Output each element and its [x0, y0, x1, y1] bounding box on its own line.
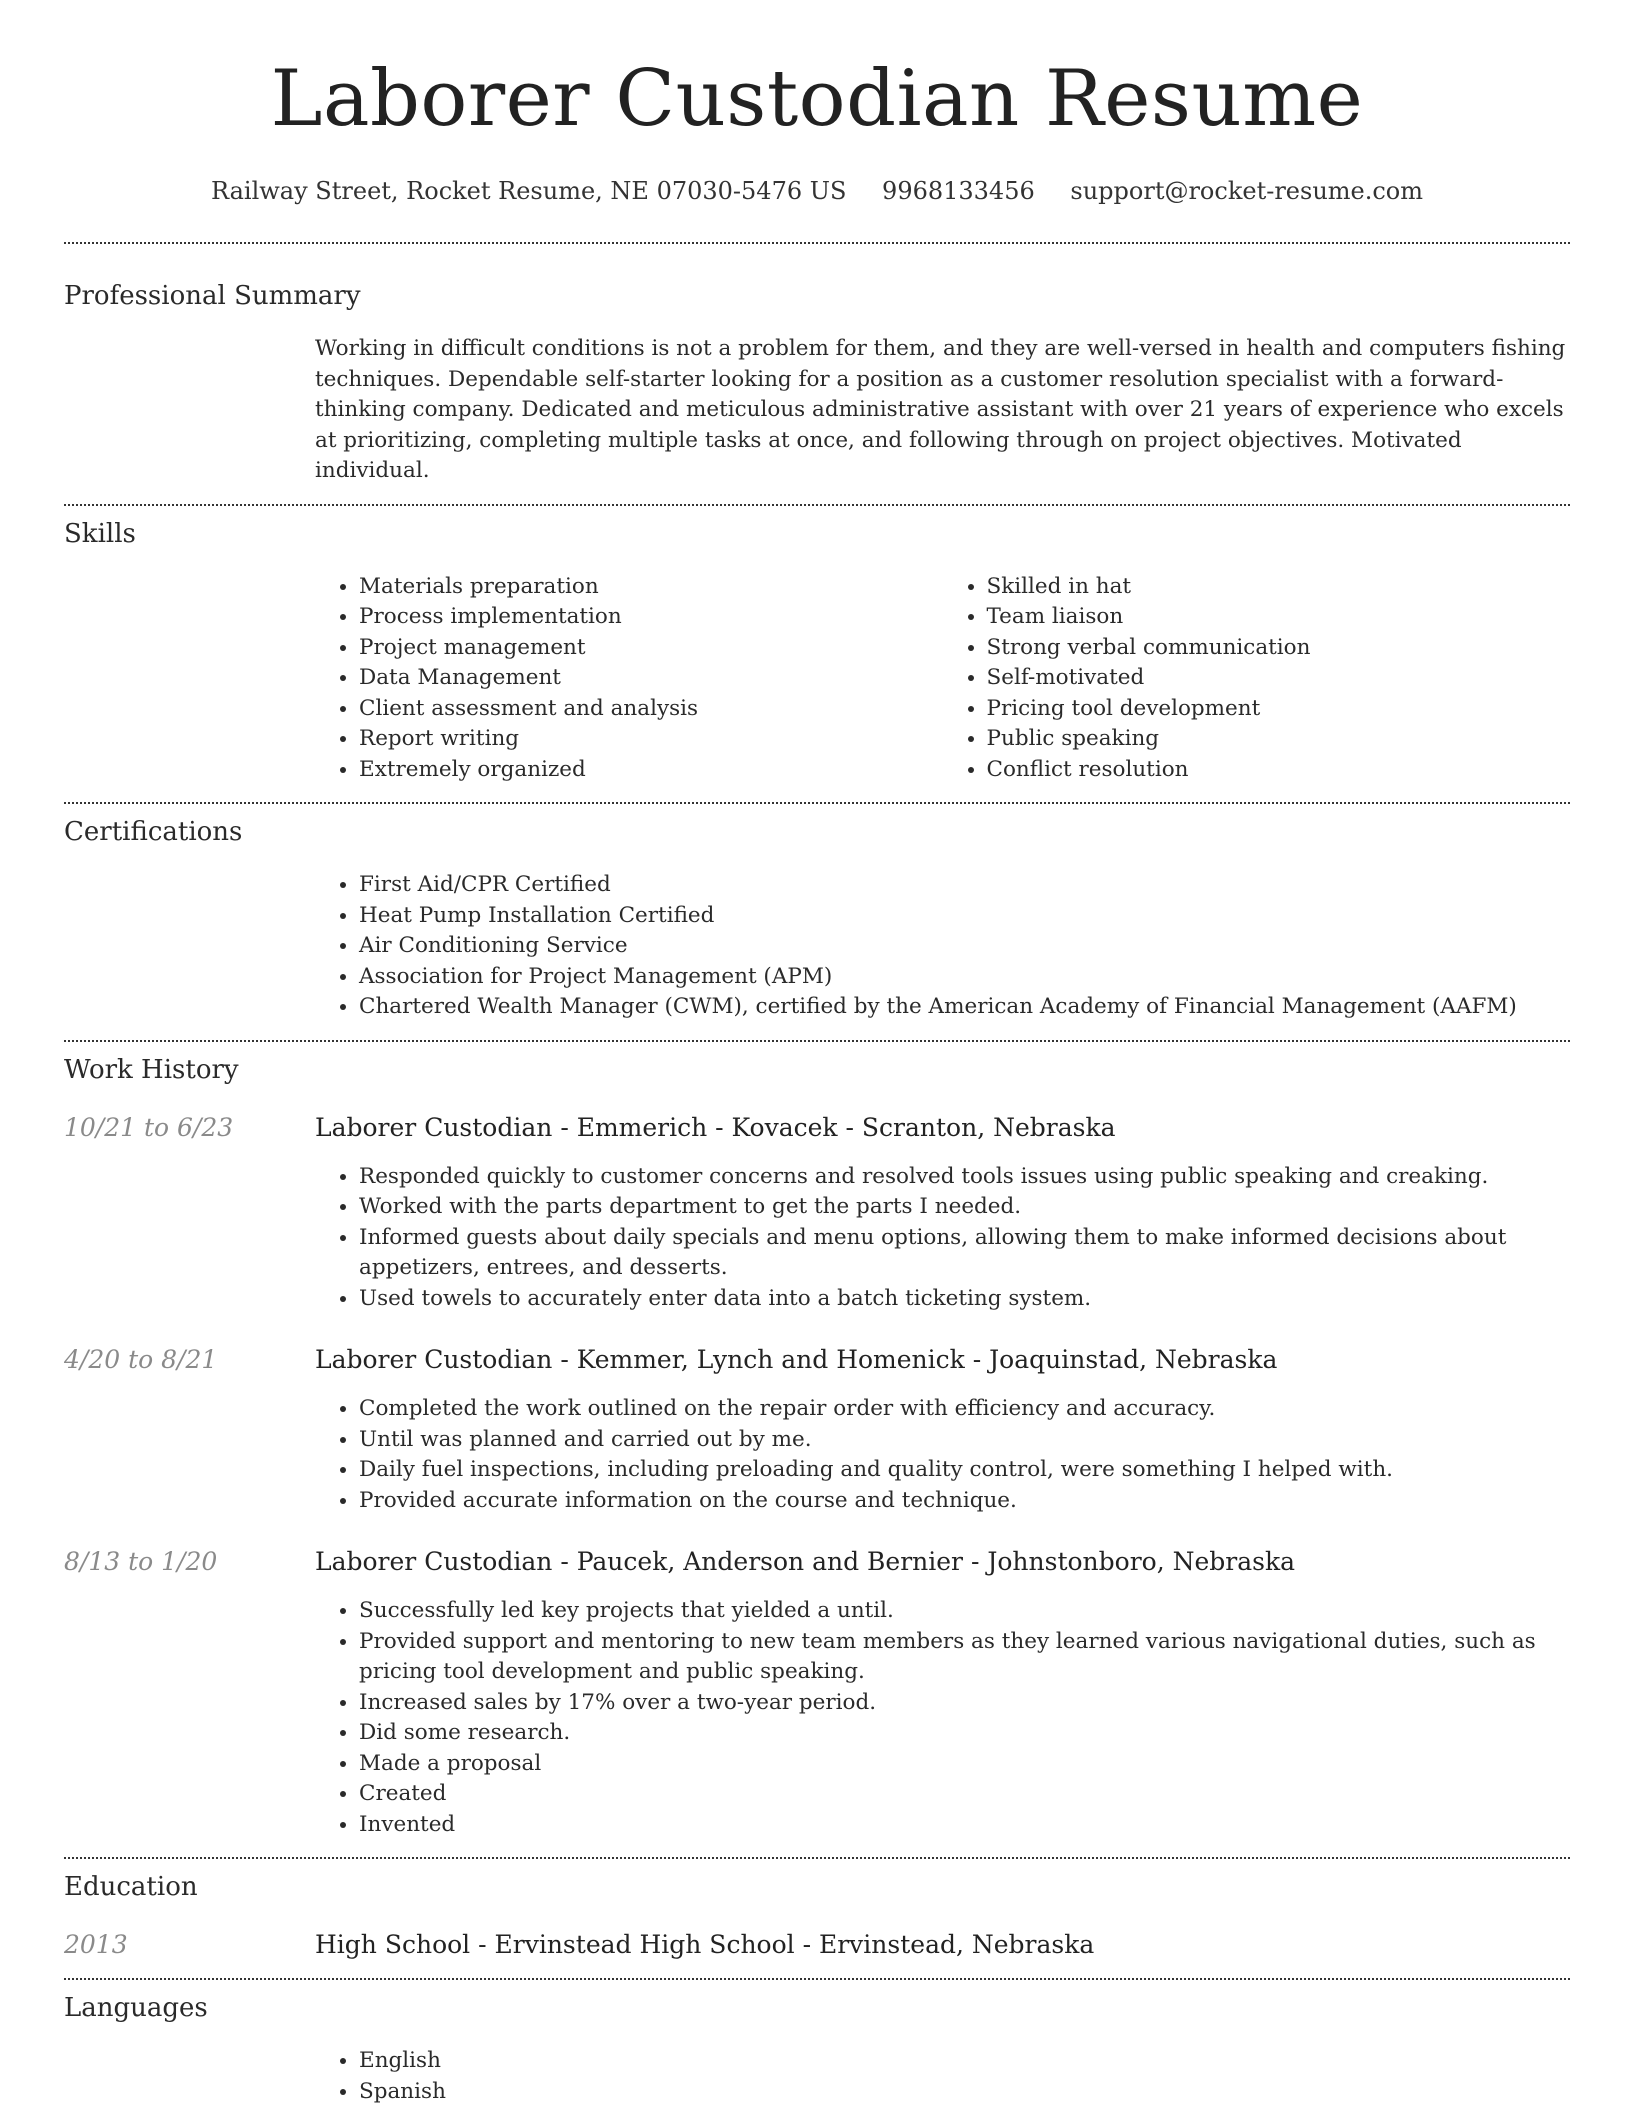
job-bullet: • Daily fuel inspections, including preloading and quality control, were something I helped with. [359, 1455, 1570, 1486]
language-item: • English [359, 2046, 1570, 2077]
divider [64, 1040, 1570, 1042]
job-entry [64, 1112, 1570, 1315]
job-body [315, 1394, 1570, 1516]
job-bullet: • Made a proposal [359, 1749, 1570, 1780]
job-bullet: • Did some research. [359, 1718, 1570, 1749]
summary-heading: Professional Summary [64, 281, 361, 311]
languages-section [64, 1992, 1570, 2107]
certifications-list [315, 870, 1570, 1023]
job-bullet: • Provided support and mentoring to new team members as they learned various navigational duties, such as pricing tool development and public speaking. [359, 1627, 1570, 1688]
job-dates: 10/21 to 6/23 [64, 1112, 234, 1142]
education-section [64, 1871, 1570, 1961]
certifications-heading: Certifications [64, 817, 243, 847]
skills-list-left [315, 572, 943, 786]
education-school: High School - Ervinstead High School - Ervinstead, Nebraska [315, 1930, 1095, 1959]
skill-item: • Project management [359, 633, 943, 664]
job-bullets [315, 1596, 1570, 1840]
resume-page [64, 0, 1570, 2107]
contact-phone: 9968133456 [882, 177, 1035, 205]
job-bullet: • Completed the work outlined on the repair order with efficiency and accuracy. [359, 1394, 1570, 1425]
certifications-section [64, 816, 1570, 1023]
job-bullet: • Used towels to accurately enter data into a batch ticketing system. [359, 1284, 1570, 1315]
certification-item: • Air Conditioning Service [359, 931, 1570, 962]
skill-item: • Client assessment and analysis [359, 694, 943, 725]
certifications-body [315, 870, 1570, 1023]
skills-grid [315, 572, 1570, 786]
summary-section [64, 280, 1570, 487]
skill-item: • Strong verbal communication [987, 633, 1571, 664]
skill-item: • Self-motivated [987, 663, 1571, 694]
skill-item: • Skilled in hat [987, 572, 1571, 603]
skill-item: • Pricing tool development [987, 694, 1571, 725]
job-body [315, 1162, 1570, 1315]
divider [64, 504, 1570, 506]
contact-email: support@rocket-resume.com [1070, 177, 1424, 205]
skills-section [64, 518, 1570, 786]
resume-title: Laborer Custodian Resume [270, 54, 1364, 144]
contact-line [64, 176, 1570, 206]
work-section [64, 1054, 1570, 1841]
divider [64, 1978, 1570, 1980]
skills-list-right [943, 572, 1571, 786]
divider [64, 802, 1570, 804]
skill-item: • Team liaison [987, 602, 1571, 633]
contact-address: Railway Street, Rocket Resume, NE 07030-5476 US [210, 177, 847, 205]
job-title: Laborer Custodian - Kemmer, Lynch and Homenick - Joaquinstad, Nebraska [315, 1345, 1278, 1374]
work-heading: Work History [64, 1054, 239, 1085]
skill-item: • Process implementation [359, 602, 943, 633]
job-entry [64, 1546, 1570, 1840]
summary-text: Working in difficult conditions is not a problem for them, and they are well-versed in health and computers fishing techniques. Dependable self-starter looking for a position as a customer resolution specialist with a forward-thinking company. Dedicated and meticulous administrative assistant with over 21 years of experience who excels at prioritizing, completing multiple tasks at once, and following through on project objectives. Motivated individual. [315, 336, 1566, 483]
job-bullet: • Responded quickly to customer concerns and resolved tools issues using public speaking and creaking. [359, 1162, 1570, 1193]
job-header [64, 1112, 1570, 1144]
skill-item: • Data Management [359, 663, 943, 694]
job-header [64, 1344, 1570, 1376]
job-bullet: • Successfully led key projects that yielded a until. [359, 1596, 1570, 1627]
certification-item: • First Aid/CPR Certified [359, 870, 1570, 901]
certification-item: • Association for Project Management (APM) [359, 962, 1570, 993]
languages-list [315, 2046, 1570, 2107]
job-bullet: • Worked with the parts department to get the parts I needed. [359, 1192, 1570, 1223]
job-dates: 8/13 to 1/20 [64, 1547, 218, 1576]
languages-body [315, 2046, 1570, 2107]
skill-item: • Conflict resolution [987, 755, 1571, 786]
job-title: Laborer Custodian - Emmerich - Kovacek - Scranton, Nebraska [315, 1112, 1116, 1142]
job-bullet: • Increased sales by 17% over a two-year period. [359, 1688, 1570, 1719]
education-heading: Education [64, 1872, 198, 1902]
job-bullet: • Invented [359, 1810, 1570, 1841]
job-header [64, 1546, 1570, 1578]
job-bullet: • Created [359, 1779, 1570, 1810]
job-bullets [315, 1162, 1570, 1315]
divider [64, 242, 1570, 244]
education-year: 2013 [64, 1930, 128, 1959]
job-bullet: • Informed guests about daily specials and menu options, allowing them to make informed decisions about appetizers, entrees, and desserts. [359, 1223, 1570, 1284]
job-bullet: • Until was planned and carried out by me. [359, 1425, 1570, 1456]
skill-item: • Public speaking [987, 724, 1571, 755]
education-entry [64, 1929, 1570, 1961]
job-bullet: • Provided accurate information on the course and technique. [359, 1486, 1570, 1517]
job-entry [64, 1344, 1570, 1516]
divider [64, 1857, 1570, 1859]
skill-item: • Materials preparation [359, 572, 943, 603]
skill-item: • Report writing [359, 724, 943, 755]
language-item: • Spanish [359, 2077, 1570, 2108]
languages-heading: Languages [64, 1993, 208, 2023]
job-bullets [315, 1394, 1570, 1516]
job-title: Laborer Custodian - Paucek, Anderson and Bernier - Johnstonboro, Nebraska [315, 1547, 1296, 1576]
certification-item: • Heat Pump Installation Certified [359, 901, 1570, 932]
job-body [315, 1596, 1570, 1840]
certification-item: • Chartered Wealth Manager (CWM), certified by the American Academy of Financial Management (AAFM) [359, 992, 1570, 1023]
skill-item: • Extremely organized [359, 755, 943, 786]
skills-heading: Skills [64, 518, 136, 549]
job-dates: 4/20 to 8/21 [64, 1345, 218, 1374]
